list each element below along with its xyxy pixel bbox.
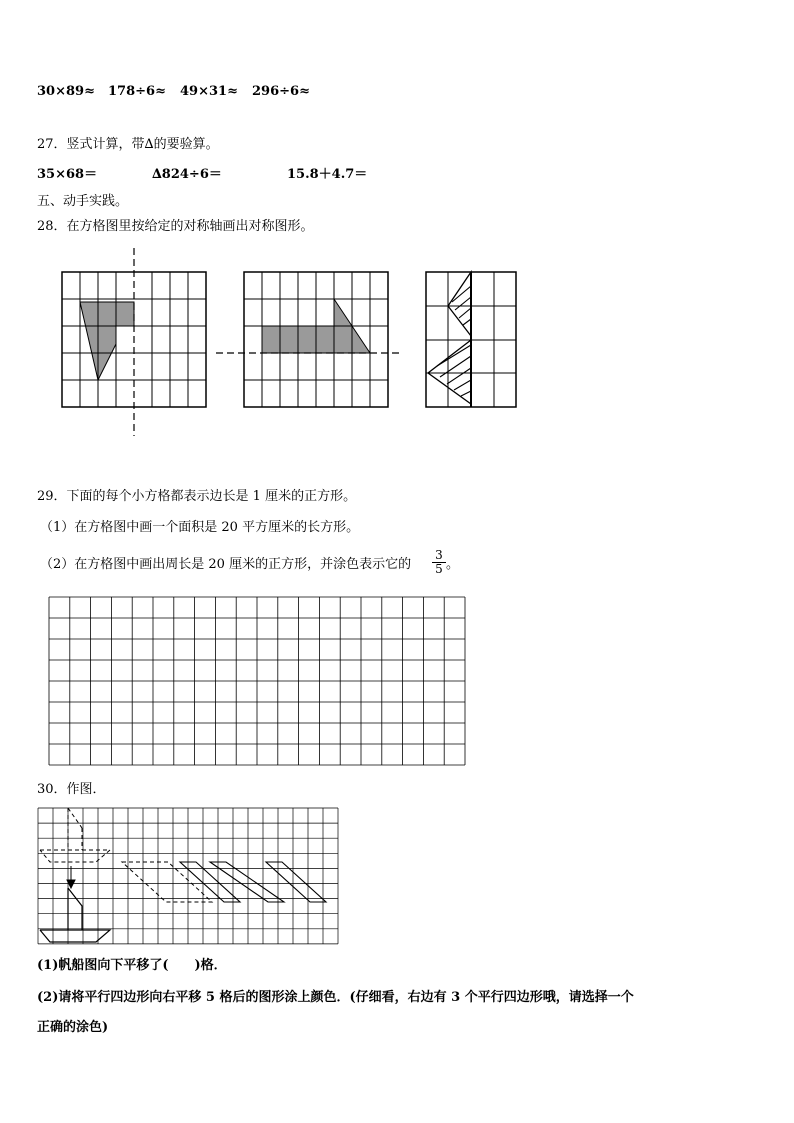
estimate-4: 296÷6≈ [252,84,310,99]
fraction-denominator: 5 [435,562,443,576]
q27-title: 27．竖式计算，带∆的要验算。 [37,137,219,152]
q27-item-3: 15.8＋4.7＝ [287,167,368,182]
q29-part2: （2）在方格图中画出周长是 20 厘米的正方形，并涂色表示它的 [40,557,412,572]
parallelogram-original [122,862,212,902]
q30-title: 30．作图． [37,782,106,797]
fraction-numerator: 3 [432,549,446,563]
q30-part2-line2: 正确的涂色) [37,1020,109,1035]
q30-square-grid [38,808,338,944]
estimate-1: 30×89≈ [37,84,95,99]
estimate-2: 178÷6≈ [108,84,166,99]
q30-part1: (1)帆船图向下平移了( )格． [37,958,227,973]
q29-square-grid [49,597,465,765]
section-5-heading: 五、动手实践。 [37,194,129,209]
estimate-3: 49×31≈ [180,84,238,99]
q29-title: 29．下面的每个小方格都表示边长是 1 厘米的正方形。 [37,489,357,504]
q29-fraction [432,549,446,576]
q28-figure-1 [62,248,206,436]
q29-part2-end: 。 [446,557,460,572]
q27-item-2: ∆824÷6＝ [152,167,222,182]
sailboat-original [40,808,110,862]
q28-title: 28．在方格图里按给定的对称轴画出对称图形。 [37,219,314,234]
q28-figure-2 [216,272,402,407]
sailboat-moved [40,888,110,942]
q30-part2-line1: (2)请将平行四边形向右平移 5 格后的图形涂上颜色．(仔细看，右边有 3 个平行四边形哦，请选择一个 [37,990,634,1005]
q28-figure-3 [426,272,516,407]
parallelogram-candidate-1 [180,862,240,902]
q27-item-1: 35×68＝ [37,167,98,182]
q29-part1: （1）在方格图中画一个面积是 20 平方厘米的长方形。 [40,520,360,535]
hatched-triangle-1 [448,272,471,336]
shaded-shape-1 [80,302,134,380]
